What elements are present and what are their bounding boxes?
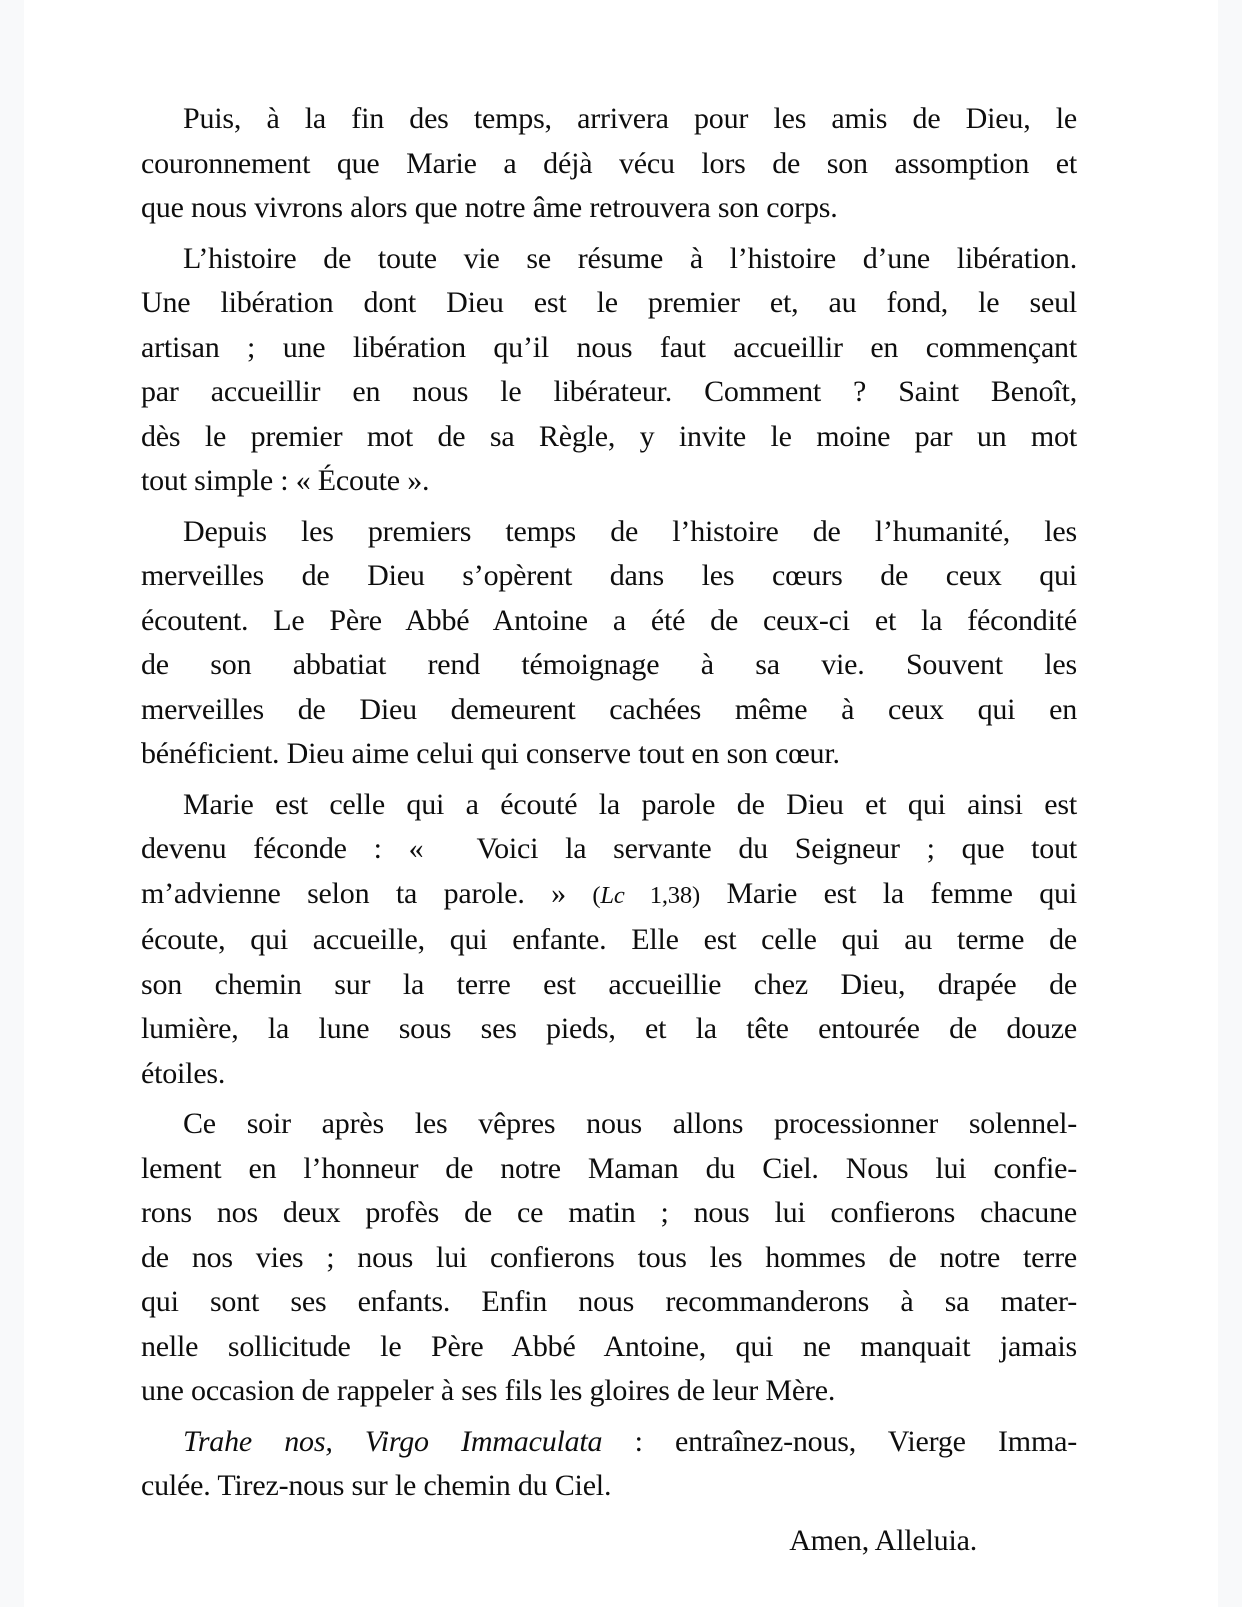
text-line	[141, 1464, 1077, 1509]
text-segment: Marie est celle qui a écouté la parole de Dieu et qui ainsi est	[183, 787, 1077, 821]
paragraph	[141, 510, 1077, 777]
text-segment: Une libération dont Dieu est le premier et, au fond, le seul	[141, 286, 1077, 319]
text-segment: Amen, Alleluia.	[789, 1523, 977, 1557]
text-line	[141, 1236, 1077, 1281]
page-margin-strip-right	[1218, 0, 1242, 1607]
paragraph	[141, 783, 1077, 1097]
text-line	[141, 1519, 1077, 1564]
text-segment: rons nos deux profès de ce matin ; nous lui confierons chacune	[141, 1196, 1077, 1229]
text-segment: écoutent. Le Père Abbé Antoine a été de ceux-ci et la fécondité	[141, 603, 1077, 637]
text-line	[141, 281, 1077, 326]
text-line	[141, 872, 1077, 919]
paragraph	[141, 97, 1077, 231]
text-line	[141, 732, 1077, 777]
text-segment: que nous vivrons alors que notre âme retrouvera son corps.	[141, 191, 838, 224]
text-segment: couronnement que Marie a déjà vécu lors de son assomption et	[141, 146, 1077, 180]
citation-text-segment: 1,38)	[624, 881, 700, 909]
text-line	[141, 237, 1077, 282]
text-segment: Marie est la femme qui	[699, 876, 1077, 910]
paragraph	[141, 1420, 1077, 1509]
text-segment: de nos vies ; nous lui confierons tous les hommes de notre terre	[141, 1240, 1077, 1274]
text-segment: lement en l’honneur de notre Maman du Ciel. Nous lui confie-	[141, 1151, 1077, 1185]
text-line	[141, 1147, 1077, 1192]
text-line	[141, 1280, 1077, 1325]
text-segment: lumière, la lune sous ses pieds, et la tête entourée de douze	[141, 1012, 1077, 1045]
text-line	[141, 186, 1077, 231]
text-segment: étoiles.	[141, 1056, 226, 1090]
text-line	[141, 1052, 1077, 1097]
text-segment: culée. Tirez-nous sur le chemin du Ciel.	[141, 1469, 612, 1502]
closing-line	[141, 1519, 1077, 1564]
text-line	[141, 142, 1077, 187]
text-line	[141, 1325, 1077, 1370]
text-segment: nelle sollicitude le Père Abbé Antoine, qui ne manquait jamais	[141, 1329, 1077, 1363]
text-line	[141, 554, 1077, 599]
text-line	[141, 1007, 1077, 1052]
text-line	[141, 1420, 1077, 1465]
text-line	[141, 827, 1077, 872]
text-segment: devenu féconde : « Voici la servante du Seigneur ; que tout	[141, 832, 1077, 865]
text-line	[141, 459, 1077, 504]
text-segment: merveilles de Dieu demeurent cachées même à ceux qui en	[141, 692, 1077, 726]
text-segment: une occasion de rappeler à ses fils les gloires de leur Mère.	[141, 1374, 836, 1407]
text-line	[141, 643, 1077, 688]
text-line	[141, 599, 1077, 644]
text-segment: Ce soir après les vêpres nous allons processionner solennel-	[183, 1107, 1077, 1140]
text-line	[141, 1102, 1077, 1147]
paragraph	[141, 237, 1077, 504]
text-line	[141, 783, 1077, 828]
text-line	[141, 510, 1077, 555]
text-segment: son chemin sur la terre est accueillie chez Dieu, drapée de	[141, 967, 1077, 1001]
text-segment: dès le premier mot de sa Règle, y invite le moine par un mot	[141, 419, 1077, 453]
text-segment: m’advienne selon ta parole. »	[141, 876, 593, 910]
text-segment: Depuis les premiers temps de l’histoire de l’humanité, les	[183, 514, 1077, 548]
text-segment: merveilles de Dieu s’opèrent dans les cœurs de ceux qui	[141, 559, 1077, 592]
document-text-block	[141, 97, 1077, 1563]
italic-text-segment: Lc	[600, 881, 625, 909]
citation-text-segment: (	[592, 881, 601, 909]
text-line	[141, 370, 1077, 415]
text-segment: écoute, qui accueille, qui enfante. Elle est celle qui au terme de	[141, 923, 1077, 956]
text-segment: : entraînez-nous, Vierge Imma-	[602, 1424, 1077, 1458]
text-line	[141, 963, 1077, 1008]
paragraph	[141, 1102, 1077, 1414]
text-line	[141, 918, 1077, 963]
italic-text-segment: Trahe nos, Virgo Immaculata	[183, 1424, 603, 1458]
page-margin-strip-left	[0, 0, 24, 1607]
text-line	[141, 688, 1077, 733]
text-segment: qui sont ses enfants. Enfin nous recommanderons à sa mater-	[141, 1285, 1077, 1318]
text-segment: L’histoire de toute vie se résume à l’histoire d’une libération.	[183, 241, 1077, 275]
text-segment: de son abbatiat rend témoignage à sa vie. Souvent les	[141, 648, 1077, 681]
text-segment: artisan ; une libération qu’il nous faut accueillir en commençant	[141, 330, 1077, 364]
text-line	[141, 415, 1077, 460]
text-segment: tout simple : « Écoute ».	[141, 464, 430, 497]
text-segment: par accueillir en nous le libérateur. Comment ? Saint Benoît,	[141, 375, 1077, 408]
text-segment: bénéficient. Dieu aime celui qui conserve tout en son cœur.	[141, 737, 840, 770]
text-segment: Puis, à la fin des temps, arrivera pour les amis de Dieu, le	[183, 102, 1077, 135]
text-line	[141, 1191, 1077, 1236]
text-line	[141, 97, 1077, 142]
text-line	[141, 326, 1077, 371]
text-line	[141, 1369, 1077, 1414]
